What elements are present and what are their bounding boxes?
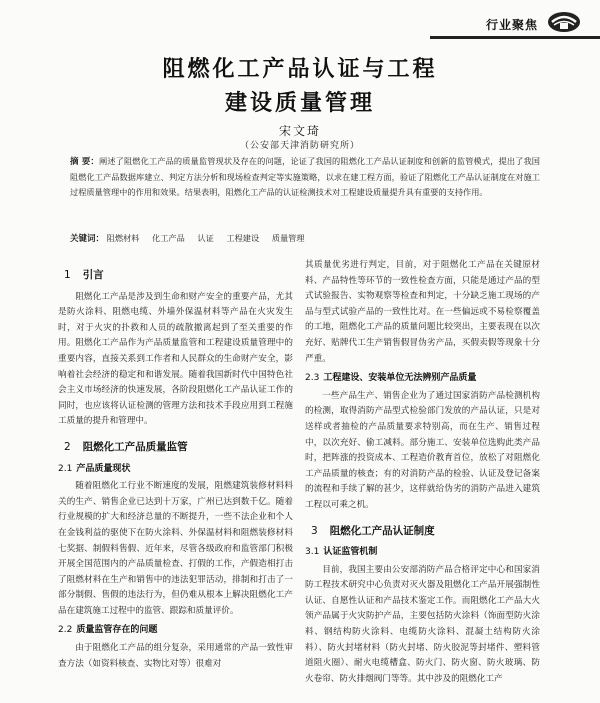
section-label: 行业聚焦 xyxy=(485,18,538,32)
keyword: 阻燃材料 xyxy=(106,233,140,243)
abstract-label: 摘 要： xyxy=(70,157,100,167)
keywords-label: 关键词： xyxy=(70,234,105,244)
journal-logo-icon xyxy=(546,10,582,34)
paragraph: 由于阻燃化工产品的组分复杂，采用通常的产品一致性审查方法（如资料核查、实物比对等）很难对 xyxy=(58,643,293,669)
subsection-heading-3-1: 3.1 认证监管机制 xyxy=(305,547,378,558)
subsection-heading-2-2: 2.2 质量监管存在的问题 xyxy=(58,625,158,636)
left-column xyxy=(58,258,293,672)
right-column xyxy=(305,258,540,687)
article-title-line1: 阻燃化工产品认证与工程 xyxy=(162,57,438,82)
paragraph: 其质量优劣进行判定，目前，对于阻燃化工产品在关键原材料、产品特性等环节的一致性检查方面，只能是通过产品的型式试验报告、实物观察等检查和判定，十分缺乏施工现场的产品与型式试验产品的一致性比对。在一些偏远或不易检察覆盖的工地，阻燃化工产品的质量问题比较突出，主要表现在以次充好、贴牌代工生产销售假冒伪劣产品，买假卖假等现象十分严重。 xyxy=(305,260,540,364)
keywords xyxy=(70,232,540,244)
section-heading-3: 3 阻燃化工产品认证制度 xyxy=(311,524,435,537)
keyword: 质量管理 xyxy=(271,233,305,243)
header-rule xyxy=(430,36,600,39)
keyword: 化工产品 xyxy=(152,233,185,243)
paragraph: 随着阻燃化工行业不断速度的发展，阻燃建筑装修材料料关的生产、销售企业已达到十万家，广州已达到数千亿。随着行业规模的扩大和经济总量的不断提升，一些不法企业和个人在金钱利益的驱使下在防火涂料、外保温材料和阻燃装修材料七奖据、制假料售假、近年来，尽管各级政府和监管部门积极开展全国范围内的产品质量检查、打假的工作，产假造相打击了阻燃材料在生产和销售中的违法犯罪活动，排制和打击了一部分制假、售假的违法行为，但仍难从根本上解决阻燃化工产品在建筑施工过程中的监管、跟踪和质量评价。 xyxy=(58,481,293,616)
abstract-text: 阐述了阻燃化工产品的质量监管现状及存在的问题，论证了我国的阻燃化工产品认证制度和创新的监管模式，提出了我国阻燃化工产品数据库建立、判定方法分析和现场检查判定等实施策略，以求在建工程方面，验证了阻燃化工产品认证制度在对施工过程质量管理中的作用和效果。结果表明，阻燃化工产品的认证检测技术对工程建设质量提升具有重要的支持作用。 xyxy=(70,156,540,197)
keyword: 工程建设 xyxy=(226,233,260,243)
paragraph: 目前，我国主要由公安部消防产品合格评定中心和国家消防工程技术研究中心负责对灭火器及阻燃化工产品开展强制性认证、自愿性认证和产品技术鉴定工作。而阻燃化工产品大火领产品属于火灾防护产品，主要包括防火涂料（饰面型防火涂料、钢结构防火涂料、电缆防火涂料、混凝土结构防火涂料）、防火封堵材料（防火封堵、防火胶泥等封堵件、塑料管道阻火圈）、耐火电缆槽盒、防火门、防火窗、防火玻璃、防火卷帘、防火排烟阀门等等。其中涉及的阻燃化工产 xyxy=(305,564,540,684)
author: 宋文琦 xyxy=(278,124,321,138)
affiliation: （公安部天津消防研究所） xyxy=(239,141,360,151)
section-heading-2: 2 阻燃化工产品质量监管 xyxy=(64,440,188,453)
paragraph: 阻燃化工产品是涉及到生命和财产安全的重要产品，尤其是防火涂料、阻燃电缆、外墙外保温材料等产品在火灾发生时，对于火灾的扑救和人员的疏散撤离起到了至关重要的作用。阻燃化工产品作为产品质量监管和工程建设质量管理中的重要内容，直接关系到工作者和人民群众的生命财产安全，影响着社会经济的稳定和和谐发展。随着我国新时代中国特色社会主义市场经济的快速发展，各阶段阻燃化工产品认证工作的同时，也应该将认证检测的管理方法和技术手段应用到工程施工质量的提升和管理中。 xyxy=(58,291,293,427)
keyword: 认证 xyxy=(197,233,214,243)
section-heading-1: 1 引言 xyxy=(64,269,104,281)
article-title-line2: 建设质量管理 xyxy=(224,91,375,116)
subsection-heading-2-3: 2.3 工程建设、安装单位无法辨别产品质量 xyxy=(305,373,477,384)
subsection-heading-2-1: 2.1 产品质量现状 xyxy=(58,463,131,474)
abstract xyxy=(70,154,540,200)
journal-header xyxy=(0,8,600,34)
paragraph: 一些产品生产、销售企业为了通过国家消防产品检测机构的检测，取得消防产品型式检验部门发放的产品认证，只是对送样或者抽检的产品质量要求特别高，而在生产、销售过程中，以次充好、偷工减料。部分施工、安装单位选购此类产品时，把阵涨的投资成本、工程造价教育首位，放松了对阻燃化工产品质量的核查；有的对消防产品的检验、认证及登记备案的流程和手续了解的甚少，这样就给伪劣的消防产品进入建筑工程以可乘之机。 xyxy=(305,390,540,510)
